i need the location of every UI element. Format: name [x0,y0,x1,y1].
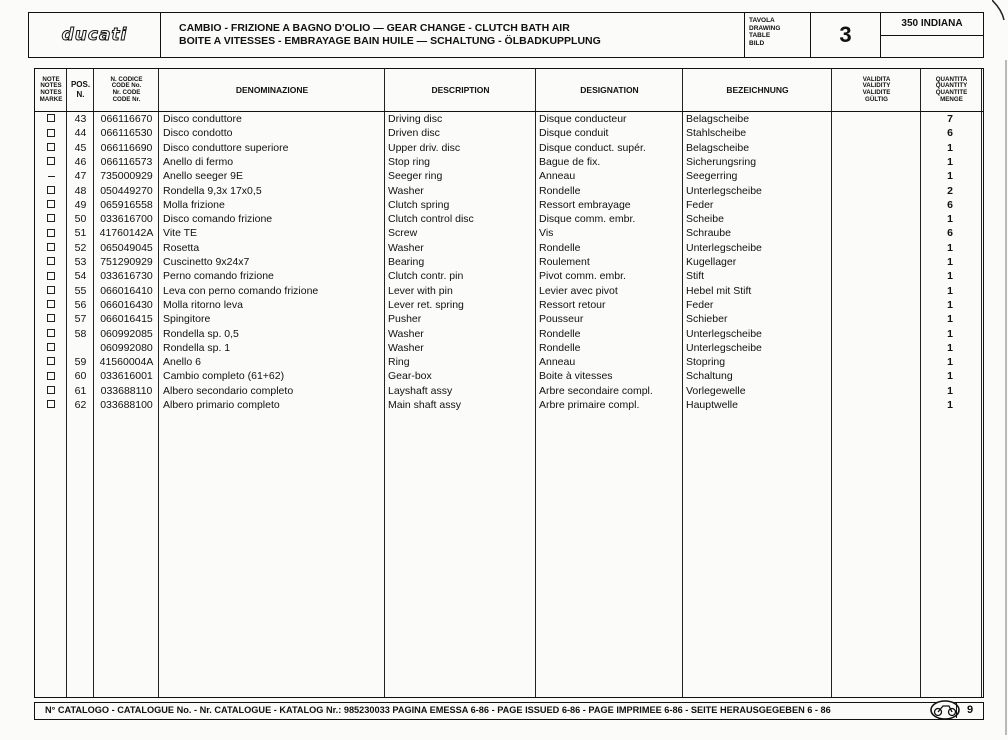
checkbox-icon [47,386,55,394]
row-code: 751290929 [100,256,153,268]
row-pos: 47 [74,170,87,183]
header-validita-de: GÜLTIG [865,95,888,103]
row-designation: Disque conduct. supér. [539,141,646,154]
row-note [35,255,67,269]
header-bezeichnung: BEZEICHNUNG [726,84,789,95]
table-row [35,369,983,383]
row-description: Washer [388,327,424,340]
row-quantity: 1 [947,170,953,183]
row-bezeichnung: Unterlegscheibe [686,327,762,340]
ducati-logo-icon: ducati [61,25,128,45]
row-denominazione: Albero secondario completo [163,384,294,397]
row-code: 033688100 [100,399,153,411]
row-denominazione: Anello 6 [163,356,201,369]
row-note [35,312,67,326]
checkbox-icon [47,186,55,194]
header-validita-fr: VALIDITE [862,89,891,96]
row-note [35,384,67,398]
table-row [35,155,983,169]
row-code: 066016430 [100,298,153,311]
title-line-1: CAMBIO - FRIZIONE A BAGNO D'OLIO — GEAR CHANGE - CLUTCH BATH AIR [179,22,570,34]
checkbox-icon [47,229,55,237]
row-quantity: 1 [947,399,953,411]
row-designation: Vis [539,227,554,240]
table-row [35,112,983,126]
page-number: 9 [956,703,983,718]
row-pos: 58 [74,327,87,340]
row-quantity: 1 [947,356,953,369]
header-denominazione: DENOMINAZIONE [235,84,309,95]
table-row [35,341,983,355]
table-row [35,255,983,269]
row-code: 066016410 [100,284,153,297]
row-quantity: 1 [947,256,953,268]
checkbox-icon [47,200,55,208]
row-quantity: 1 [947,155,953,168]
header-quantita-en: QUANTITY [935,82,968,90]
row-denominazione: Perno comando frizione [163,270,274,283]
row-designation: Anneau [539,356,576,369]
row-denominazione: Disco condotto [163,127,233,140]
checkbox-icon [47,214,55,222]
row-designation: Pivot comm. embr. [539,270,626,283]
row-bezeichnung: Stift [686,270,705,283]
row-denominazione: Rondella sp. 0,5 [163,327,239,340]
row-code: 033688110 [100,384,153,397]
catalogue-info: N° CATALOGO - CATALOGUE No. - Nr. CATALOGUE - KATALOG Nr.: 985230033 PAGINA EMESSA 6-86 - PAGE ISSUED 6-86 - PAGE IMPRIMEE 6-86 - SEITE HERAUSGEGEBEN 6 - 86 [45,705,831,715]
row-pos: 52 [74,241,87,254]
row-note [35,226,67,240]
row-designation: Disque comm. embr. [539,213,636,226]
row-denominazione: Disco conduttore superiore [163,141,289,154]
row-description: Screw [388,227,418,240]
row-pos: 48 [74,184,87,197]
title-line-2: BOITE A VITESSES - EMBRAYAGE BAIN HUILE — SCHALTUNG - ÖLBADKUPPLUNG [179,35,601,47]
row-note [35,298,67,312]
header-pos-line1: POS. [70,80,91,89]
header-quantita [921,69,982,111]
row-designation: Rondelle [539,184,581,197]
parts-table [34,68,984,698]
row-designation: Disque conducteur [539,113,627,125]
table-row [35,198,983,212]
row-bezeichnung: Belagscheibe [686,113,750,125]
header-note [35,69,67,111]
row-bezeichnung: Sicherungsring [686,155,757,168]
row-description: Lever with pin [388,284,453,297]
row-designation: Pousseur [539,313,584,326]
row-quantity: 1 [947,384,953,397]
row-bezeichnung: Scheibe [686,213,724,226]
row-designation: Levier avec pivot [539,284,618,297]
row-pos: 59 [74,356,87,369]
header-note-en: NOTES [40,82,62,90]
row-designation: Arbre secondaire compl. [539,384,653,397]
row-bezeichnung: Stopring [686,356,726,369]
checkbox-icon [47,357,55,365]
row-quantity: 1 [947,270,953,283]
row-pos: 54 [74,270,87,283]
row-note [35,341,67,355]
row-code: 735000929 [100,170,153,183]
row-bezeichnung: Seegerring [686,170,738,183]
row-pos: 56 [74,298,87,311]
table-row [35,212,983,226]
row-code: 066116530 [100,127,153,140]
tavola-label: TAVOLA [749,17,775,24]
row-bezeichnung: Schieber [686,313,728,326]
row-bezeichnung: Feder [686,198,714,211]
row-code: 41760142A [99,227,154,240]
row-description: Clutch control disc [388,213,474,226]
row-quantity: 7 [947,113,953,125]
header-quantita-it: QUANTITA [935,75,968,83]
table-number: 3 [839,22,852,47]
row-bezeichnung: Stahlscheibe [686,127,747,140]
dash-icon [48,176,55,177]
checkbox-icon [47,400,55,408]
row-description: Washer [388,184,424,197]
row-bezeichnung: Hebel mit Stift [686,284,752,297]
row-description: Lever ret. spring [388,298,464,311]
row-code: 033616700 [100,213,153,226]
row-designation: Arbre primaire compl. [539,399,640,411]
row-denominazione: Spingitore [163,313,211,326]
checkbox-icon [47,272,55,280]
row-code: 050449270 [100,184,153,197]
row-description: Pusher [388,313,422,326]
header-designation: DESIGNATION [580,84,639,95]
header-quantita-fr: QUANTITE [935,89,968,96]
row-note [35,355,67,369]
row-note [35,112,67,126]
row-description: Gear-box [388,370,432,383]
row-note [35,155,67,169]
row-quantity: 6 [947,227,953,240]
row-code: 066116573 [100,155,153,168]
row-pos: 49 [74,198,87,211]
row-pos: 51 [74,227,87,240]
row-designation: Rondelle [539,327,581,340]
table-row [35,241,983,255]
table-number-cell [811,13,881,57]
checkbox-icon [47,243,55,251]
table-row [35,226,983,240]
page-edge-decoration [992,0,1008,740]
row-pos: 43 [74,113,87,125]
row-pos: 61 [74,384,87,397]
row-note [35,398,67,412]
model-cell [881,13,983,57]
row-pos: 53 [74,256,87,268]
checkbox-icon [47,257,55,265]
header-code-en: CODE No. [111,82,142,90]
row-description: Seeger ring [388,170,443,183]
row-quantity: 1 [947,213,953,226]
row-denominazione: Rondella sp. 1 [163,341,231,354]
row-denominazione: Anello seeger 9E [163,170,243,183]
row-note [35,269,67,283]
row-quantity: 6 [947,127,953,140]
checkbox-icon [47,329,55,337]
row-pos: 55 [74,284,87,297]
row-designation: Rondelle [539,341,581,354]
table-row [35,355,983,369]
row-note [35,141,67,155]
row-designation: Anneau [539,170,576,183]
table-row [35,184,983,198]
page-footer [34,702,984,720]
row-designation: Ressort embrayage [539,198,631,211]
row-pos: 44 [74,127,87,140]
row-note [35,212,67,226]
row-quantity: 1 [947,241,953,254]
header-description: DESCRIPTION [431,84,490,95]
title-cell [161,13,745,57]
page-header [28,12,984,58]
row-description: Washer [388,341,424,354]
header-note-it: NOTE [42,75,60,83]
row-description: Upper driv. disc [388,141,461,154]
checkbox-icon [47,143,55,151]
row-bezeichnung: Kugellager [686,256,737,268]
header-validita [832,69,921,111]
row-note [35,169,67,183]
row-code: 41560004A [99,356,154,369]
header-note-de: MARKE [39,95,63,103]
row-description: Driven disc [388,127,440,140]
row-note [35,184,67,198]
row-bezeichnung: Unterlegscheibe [686,184,762,197]
row-pos: 62 [74,399,87,411]
checkbox-icon [47,286,55,294]
table-row [35,284,983,298]
row-code: 060992080 [100,341,153,354]
row-quantity: 6 [947,198,953,211]
row-denominazione: Molla frizione [163,198,225,211]
row-note [35,327,67,341]
row-code: 066016415 [100,313,153,326]
header-validita-it: VALIDITA [862,75,891,83]
row-bezeichnung: Schaltung [686,370,733,383]
checkbox-icon [47,372,55,380]
row-denominazione: Rondella 9,3x 17x0,5 [163,184,262,197]
row-description: Clutch spring [388,198,450,211]
row-denominazione: Cuscinetto 9x24x7 [163,256,250,268]
row-designation: Roulement [539,256,590,268]
row-code: 066116690 [100,141,153,154]
row-quantity: 1 [947,313,953,326]
checkbox-icon [47,114,55,122]
row-quantity: 1 [947,370,953,383]
row-denominazione: Rosetta [163,241,200,254]
table-row [35,384,983,398]
row-description: Washer [388,241,424,254]
row-note [35,126,67,140]
bild-label: BILD [749,39,765,47]
row-quantity: 1 [947,327,953,340]
row-code: 065916558 [100,198,153,211]
row-designation: Boite à vitesses [539,370,613,383]
row-bezeichnung: Schraube [686,227,731,240]
row-pos: 57 [74,313,87,326]
row-pos: 50 [74,213,87,226]
header-pos [67,69,94,111]
table-row [35,312,983,326]
row-note [35,369,67,383]
row-description: Layshaft assy [388,384,453,397]
table-row [35,126,983,140]
drawing-label: DRAWING [749,24,781,32]
row-denominazione: Leva con perno comando frizione [163,284,319,297]
row-description: Clutch contr. pin [388,270,464,283]
row-code: 066116670 [100,113,153,125]
row-code: 033616730 [100,270,153,283]
row-pos: 45 [74,141,87,154]
checkbox-icon [47,157,55,165]
logo-cell [29,13,161,57]
row-description: Driving disc [388,113,443,125]
table-header [35,69,983,112]
table-row [35,141,983,155]
table-row [35,327,983,341]
header-code-fr: Nr. CODE [112,89,141,96]
row-designation: Ressort retour [539,298,606,311]
row-denominazione: Disco comando frizione [163,213,273,226]
row-description: Ring [388,356,410,369]
header-note-fr: NOTES [40,89,62,96]
row-note [35,198,67,212]
row-quantity: 1 [947,341,953,354]
row-code: 033616001 [100,370,153,383]
tavola-cell [745,13,811,57]
row-description: Main shaft assy [388,399,461,411]
table-row [35,298,983,312]
row-bezeichnung: Belagscheibe [686,141,750,154]
row-description: Bearing [388,256,425,268]
table-row [35,169,983,183]
row-quantity: 2 [947,184,953,197]
row-bezeichnung: Feder [686,298,714,311]
header-validita-en: VALIDITY [862,82,891,90]
header-code [94,69,159,111]
row-bezeichnung: Unterlegscheibe [686,241,762,254]
checkbox-icon [47,343,55,351]
row-bezeichnung: Unterlegscheibe [686,341,762,354]
row-denominazione: Disco conduttore [163,113,242,125]
row-denominazione: Cambio completo (61+62) [163,370,285,383]
row-description: Stop ring [388,155,431,168]
table-label: TABLE [749,32,771,39]
row-pos: 46 [74,155,87,168]
checkbox-icon [47,314,55,322]
row-quantity: 1 [947,298,953,311]
row-designation: Rondelle [539,241,581,254]
row-denominazione: Albero primario completo [163,399,280,411]
row-pos: 60 [74,370,87,383]
header-pos-line2: N. [76,90,85,99]
table-row [35,398,983,412]
header-code-it: N. CODICE [110,75,143,83]
row-quantity: 1 [947,141,953,154]
table-row [35,269,983,283]
header-code-de: CODE Nr. [112,95,141,103]
row-quantity: 1 [947,284,953,297]
model-name: 350 INDIANA [881,13,983,36]
row-denominazione: Vite TE [163,227,198,240]
row-denominazione: Anello di fermo [163,155,234,168]
row-designation: Disque conduit [539,127,609,140]
checkbox-icon [47,300,55,308]
row-denominazione: Molla ritorno leva [163,298,243,311]
header-quantita-de: MENGE [940,95,963,103]
row-note [35,284,67,298]
row-note [35,241,67,255]
row-designation: Bague de fix. [539,155,601,168]
row-code: 060992085 [100,327,153,340]
row-code: 065049045 [100,241,153,254]
row-bezeichnung: Hauptwelle [686,399,738,411]
checkbox-icon [47,129,55,137]
row-bezeichnung: Vorlegewelle [686,384,746,397]
